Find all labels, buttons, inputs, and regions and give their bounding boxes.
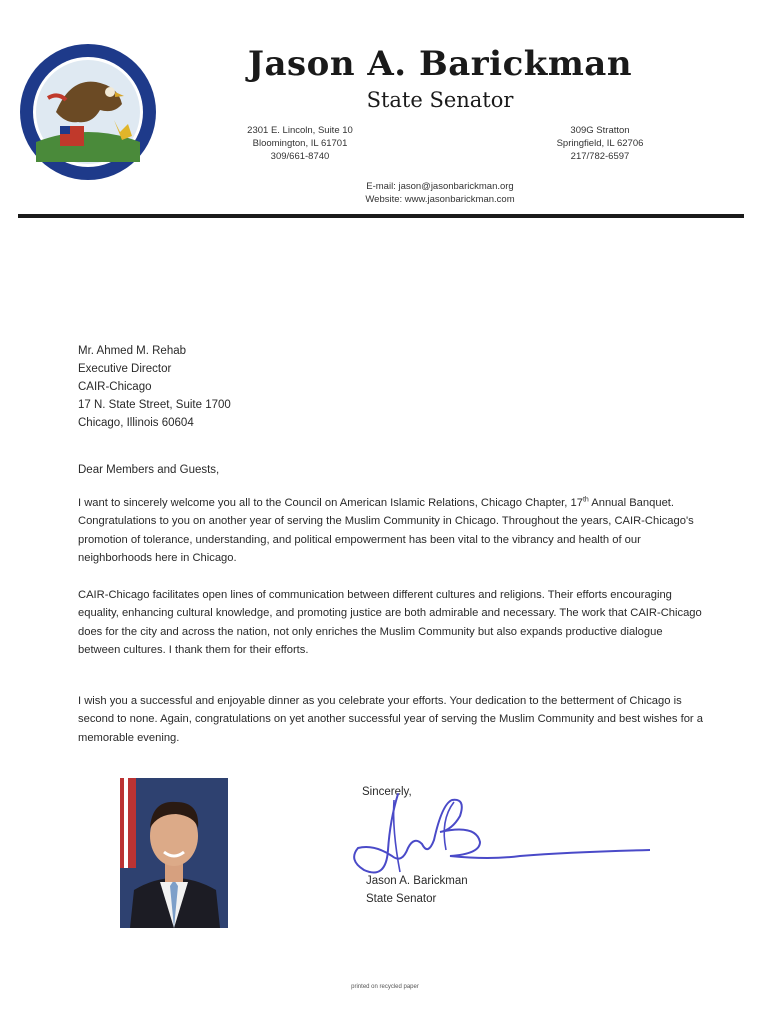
signatory-name: Jason A. Barickman	[366, 875, 468, 887]
body-paragraph-1	[78, 494, 703, 567]
letterhead-divider	[18, 214, 744, 218]
recipient-address	[78, 342, 231, 432]
recipient-line: CAIR-Chicago	[78, 381, 152, 393]
office-address-district	[220, 124, 380, 163]
state-seal	[18, 42, 158, 182]
senator-portrait	[120, 778, 228, 928]
office-address-capitol	[520, 124, 680, 163]
letterhead-title: State Senator	[366, 88, 514, 112]
recipient-line: Executive Director	[78, 363, 172, 375]
body-paragraph-3: I wish you a successful and enjoyable dinner as you celebrate your efforts. Your dedication to the betterment of Chicago is second to none. Again, congratulations on yet another successful year of serving the Muslim Community and best wishes for a memorable evening.	[78, 695, 703, 744]
p1-superscript: th	[582, 496, 589, 504]
email-text: E-mail: jason@jasonbarickman.org	[366, 181, 514, 192]
footer-note: printed on recycled paper	[351, 984, 419, 990]
recipient-line: 17 N. State Street, Suite 1700	[78, 399, 231, 411]
signatory-title: State Senator	[366, 893, 437, 905]
letterhead-name: Jason A. Barickman	[247, 44, 633, 84]
address-line: 309G Stratton	[570, 125, 630, 136]
recipient-line: Mr. Ahmed M. Rehab	[78, 345, 187, 357]
contact-info	[290, 180, 590, 206]
p1-text-a: I want to sincerely welcome you all to the Council on American Islamic Relations, Chicago Chapter, 17	[78, 497, 583, 509]
recipient-line: Chicago, Illinois 60604	[78, 417, 194, 429]
address-line: 309/661-8740	[270, 151, 330, 162]
p1-text-b: Annual Banquet. Congratulations to you on another year of serving the Muslim Community in Chicago. Throughout the years, CAIR-Chicago's promotion of tolerance, understanding, and political empowerment has been vital to the vibrancy and health of our neighborhoods here in Chicago.	[78, 497, 694, 564]
address-line: 2301 E. Lincoln, Suite 10	[247, 125, 353, 136]
address-line: 217/782-6597	[570, 151, 630, 162]
body-paragraph-2: CAIR-Chicago facilitates open lines of communication between different cultures and religions. Their efforts encouraging equality, enhancing cultural knowledge, and promoting justice are both admirable and necessary. The work that CAIR-Chicago does for the city and across the nation, not only enriches the Muslim Community but also expands productive dialogue between cultures. I thank them for their efforts.	[78, 589, 702, 656]
salutation: Dear Members and Guests,	[78, 464, 220, 476]
signatory-block	[366, 872, 468, 908]
address-line: Bloomington, IL 61701	[252, 138, 348, 149]
closing: Sincerely,	[362, 786, 412, 798]
website-text: Website: www.jasonbarickman.com	[365, 194, 515, 205]
address-line: Springfield, IL 62706	[556, 138, 644, 149]
